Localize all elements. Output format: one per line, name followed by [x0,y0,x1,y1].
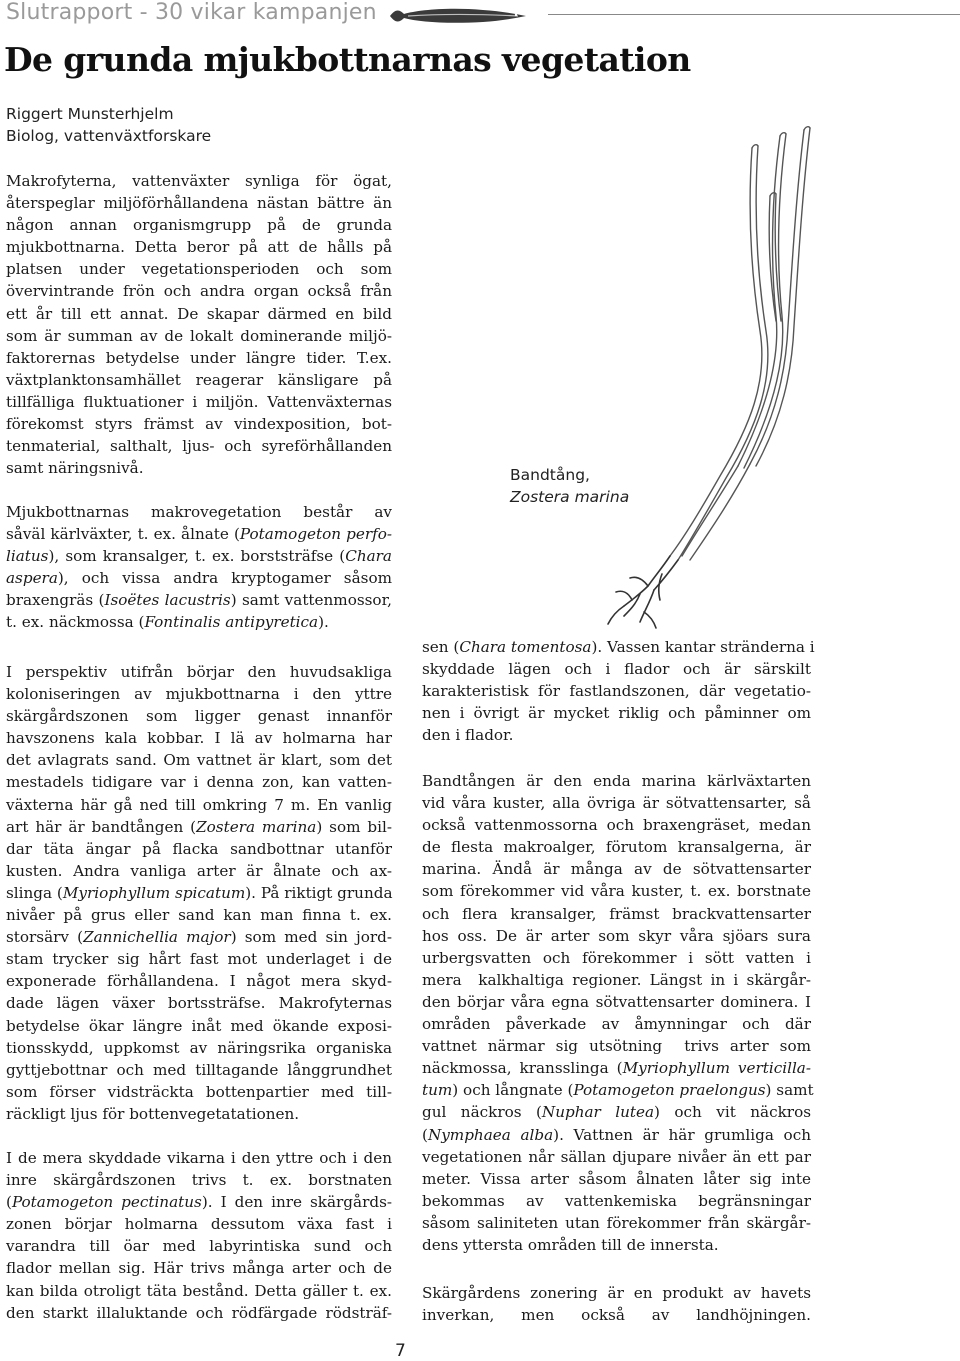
author-role: Biolog, vattenväxtforskare [6,127,212,145]
paragraph-continuation: sen (Chara tomentosa). Vassen kantar stränderna i skyddade lägen och i flador och är särskilt karakteristisk för fastlandszonen, där vegetatio- nen i övrigt är mycket riklig och påminner om den i flador. [422,638,815,745]
paragraph-eelgrass: Bandtången är den enda marina kärlväxtarten vid våra kuster, alla övriga är sötvattensarter, så också vattenmossorna och braxengräset, medan de flesta makroalger, förutom kransalgerna, är marina. Ändå är många av de sötvattensarter som förekommer vid våra kuster, t. ex. borstnate och flera kransalger, främst brackvattensarter hos oss. De är arter som skyr våra sjöars sura urbergsvatten och förekommer i sött vatten i mera kalkhaltiga regioner. Längst in i skärgår- den börjar våra egna sötvattensarter dominera. I områden påverkade av åmynningar och där vattnet närmar sig utsötning trivs arter som näckmossa, kransslinga (Myriophyllum verticilla- tum) och långnate (Potamogeton praelongus) samt gul näckros (Nuphar lutea) och vit näckros (Nymphaea alba). Vattnen är här grumliga och vegetationen når sällan djupare nivåer än ett par meter. Vissa arter såsom ålnaten låter sig inte bekommas av vattenkemiska begränsningar såsom saliniteten utan förekommer från skärgår- dens yttersta områden till de innersta. [422,772,814,1254]
caption-species-name: Zostera marina [510,488,630,506]
fish-icon [388,4,528,28]
paragraph-macrovegetation: Mjukbottnarnas makrovegetation består av såväl kärlväxter, t. ex. ålnate (Potamogeton perfo- liatus), som kransalger, t. ex. borststräfse (Chara aspera), och vissa andra kryptogamer såsom braxengräs (Isoëtes lacustris) samt vattenmossor, t. ex. näckmossa (Fontinalis antipyretica). [6,503,393,632]
running-header: Slutrapport - 30 vikar kampanjen [6,0,377,25]
page-number: 7 [395,1341,406,1361]
author-name: Riggert Munsterhjelm [6,105,174,123]
paragraph-zonation: Skärgårdens zonering är en produkt av havets inverkan, men också av landhöjningen. [422,1284,811,1325]
header-rule [548,14,960,15]
figure-caption [510,464,629,508]
paragraph-intro: Makrofyterna, vattenväxter synliga för ögat, återspeglar miljöförhållandena nästan bättre än någon annan organismgrupp på de grunda mjukbottnarna. Detta beror på att de hålls på platsen under vegetationsperioden och som övervintrande frön och andra organ också från ett år till ett annat. De skapar därmed en bild som är summan av de lokalt dominerande miljö- faktorernas betydelse under längre tider. T.ex. växtplanktonsamhället reagerar känsligare på tillfälliga fluktuationer i miljön. Vattenväxternas förekomst styrs främst av vindexposition, bot- tenmaterial, salthalt, ljus- och syreförhållanden samt näringsnivå. [6,172,392,478]
paragraph-outer-archipelago: I perspektiv utifrån börjar den huvudsakliga koloniseringen av mjukbottnarna i den yttre skärgårdszonen som ligger genast innanför havszonens kala kobbar. I lä av holmarna har det avlagrats sand. Om vattnet är klart, som det mestadels tidigare var i denna zon, kan vatten- växterna här gå ned till omkring 7 m. En vanlig art här är bandtången (Zostera marina) som bil- dar täta ängar på flacka sandbottnar utanför kusten. Andra vanliga arter är ålnate och ax- slinga (Myriophyllum spicatum). På riktigt grunda nivåer på grus eller sand kan man finna t. ex. storsärv (Zannichellia major) som med sin jord- stam trycker sig hårt fast mot underlaget i de exponerade förhållandena. I något mera skyd- dade lägen växer bortssträfse. Makrofyternas betydelse ökar längre inåt med ökande exposi- tionsskydd, uppkomst av näringsrika organiska gyttjebottnar och med tilltagande långgrundhet som förser vidsträckta bottenpartier med till- räckligt ljus för bottenvegetatationen. [6,663,393,1123]
page-title: De grunda mjukbottnarnas vegetation [4,40,691,79]
author-block [6,103,211,147]
paragraph-inner-archipelago: I de mera skyddade vikarna i den yttre och i den inre skärgårdszonen trivs t. ex. borstnaten (Potamogeton pectinatus). I den inre skärgårds- zonen börjar holmarna dessutom växa fast i varandra till öar med labyrintiska sund och flador mellan sig. Här trivs många arter och de kan bilda otroligt täta bestånd. Detta gäller t. ex. den starkt illaluktande och rödfärgade rödsträf- [6,1149,392,1322]
eelgrass-plant-icon [600,116,820,636]
caption-common-name: Bandtång, [510,466,590,484]
